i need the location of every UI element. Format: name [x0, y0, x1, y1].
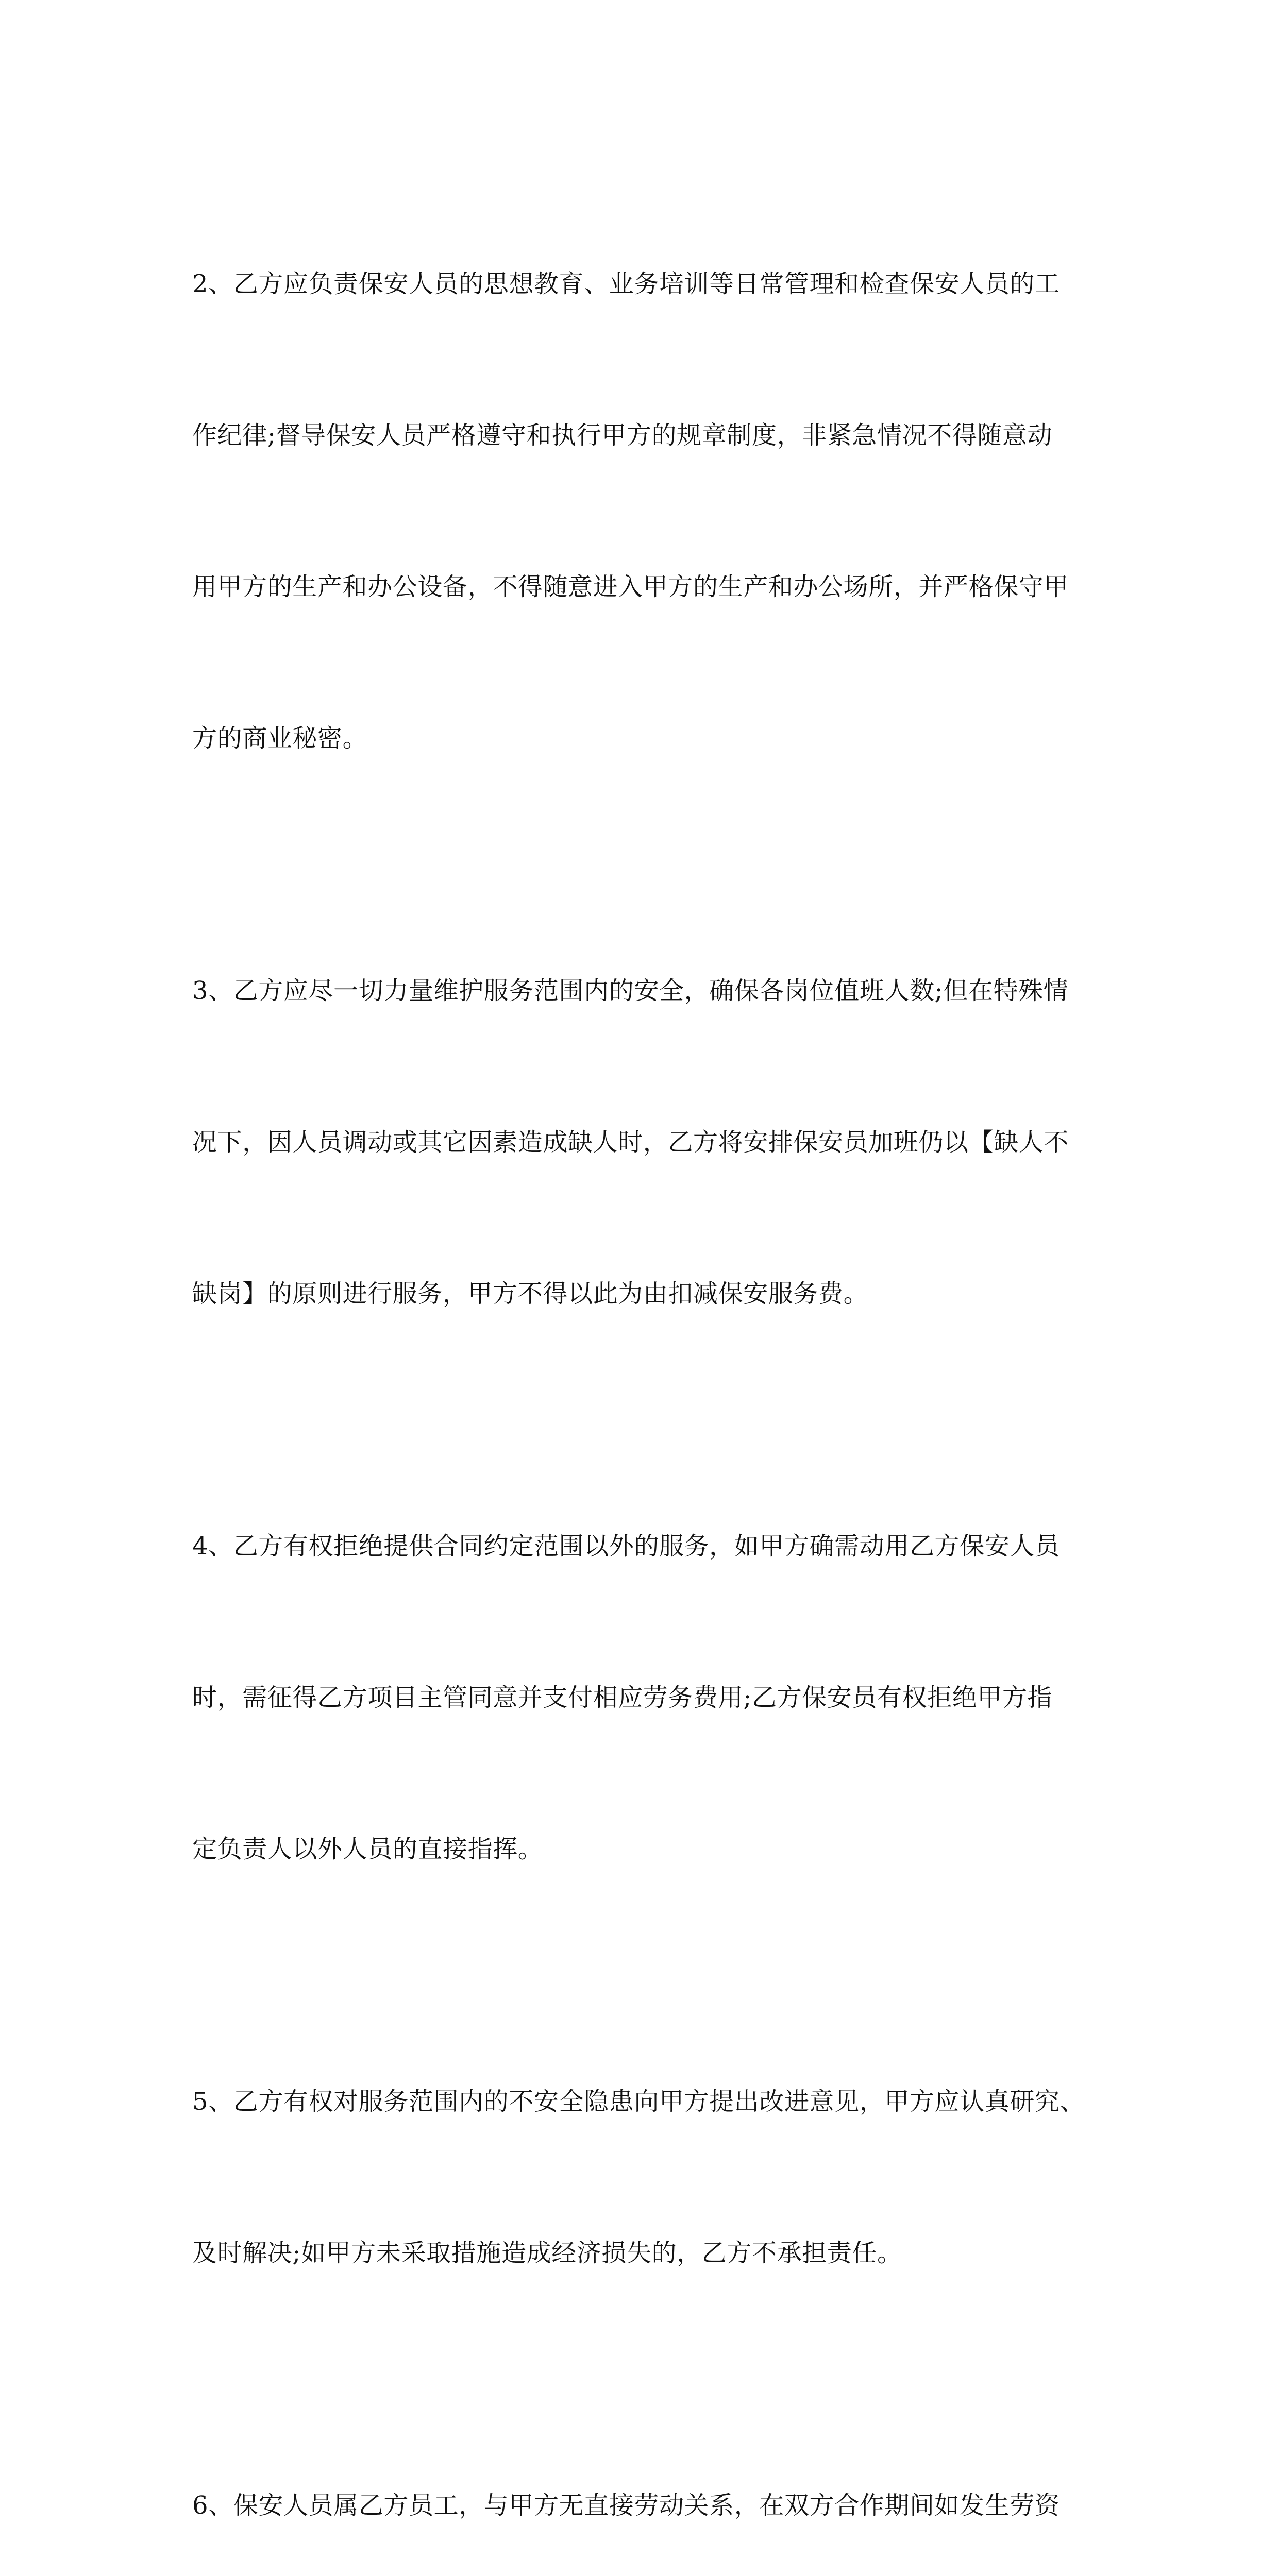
paragraph-4-scope-refusal — [192, 1420, 1086, 1975]
text-line: 作纪律;督导保安人员严格遵守和执行甲方的规章制度，非紧急情况不得随意动 — [192, 421, 1053, 450]
text-line: 6、保安人员属乙方员工，与甲方无直接劳动关系，在双方合作期间如发生劳资 — [192, 2491, 1060, 2520]
text-line: 及时解决;如甲方未采取措施造成经济损失的，乙方不承担责任。 — [192, 2239, 902, 2267]
document-body — [192, 158, 1086, 2576]
paragraph-2-security-management — [192, 158, 1086, 865]
text-line: 用甲方的生产和办公设备，不得随意进入甲方的生产和办公场所，并严格保守甲 — [192, 572, 1069, 601]
paragraph-6-labor-relations — [192, 2379, 1086, 2576]
text-line: 况下，因人员调动或其它因素造成缺人时，乙方将安排保安员加班仍以【缺人不 — [192, 1128, 1069, 1157]
text-line: 2、乙方应负责保安人员的思想教育、业务培训等日常管理和检查保安人员的工 — [192, 269, 1060, 298]
text-line: 定负责人以外人员的直接指挥。 — [192, 1835, 543, 1863]
text-line: 时，需征得乙方项目主管同意并支付相应劳务费用;乙方保安员有权拒绝甲方指 — [192, 1683, 1053, 1712]
paragraph-3-staffing — [192, 865, 1086, 1420]
text-line: 方的商业秘密。 — [192, 724, 368, 753]
text-line: 3、乙方应尽一切力量维护服务范围内的安全，确保各岗位值班人数;但在特殊情 — [192, 976, 1069, 1005]
paragraph-5-safety-hazards — [192, 1975, 1086, 2379]
text-line: 4、乙方有权拒绝提供合同约定范围以外的服务，如甲方确需动用乙方保安人员 — [192, 1532, 1060, 1561]
text-line: 缺岗】的原则进行服务，甲方不得以此为由扣减保安服务费。 — [192, 1279, 869, 1308]
text-line: 5、乙方有权对服务范围内的不安全隐患向甲方提出改进意见，甲方应认真研究、 — [192, 2087, 1085, 2116]
